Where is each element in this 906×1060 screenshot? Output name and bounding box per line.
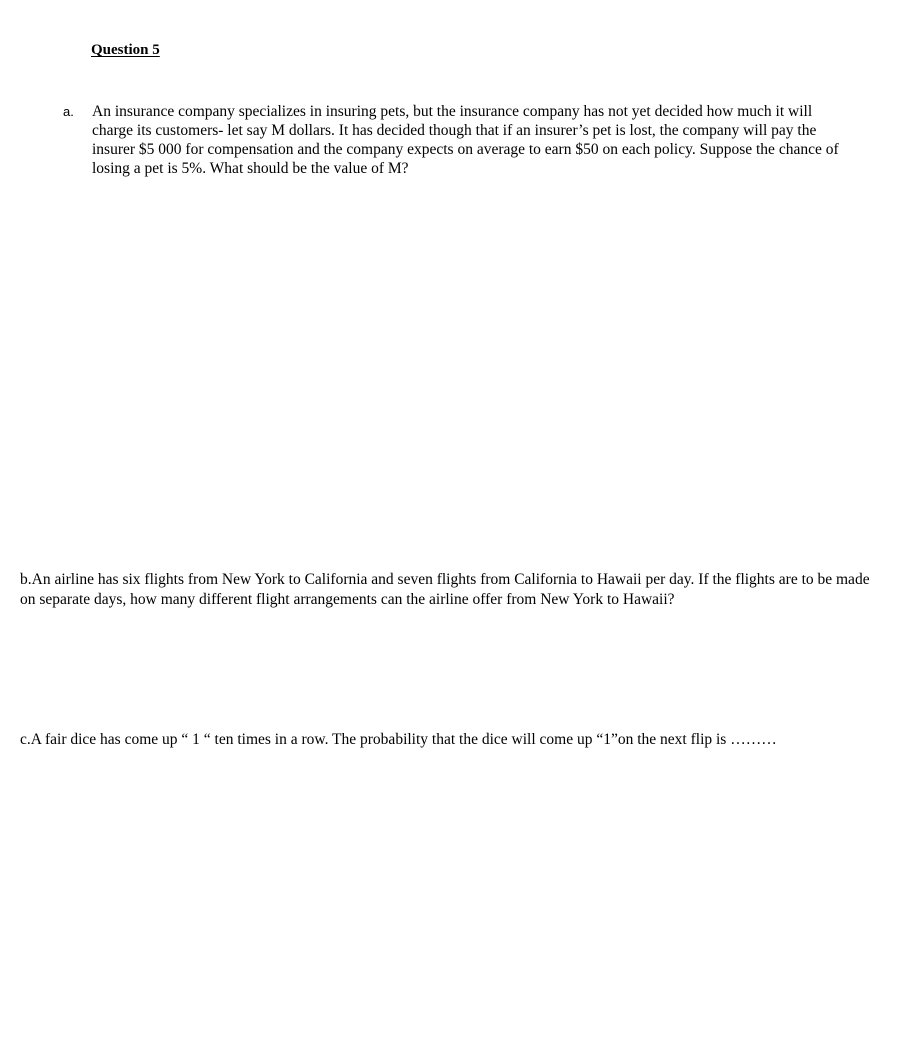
question-part-a — [63, 102, 853, 178]
list-marker-a: a. — [63, 104, 74, 119]
question-heading: Question 5 — [91, 42, 160, 58]
question-part-c: c.A fair dice has come up “ 1 “ ten times in a row. The probability that the dice will come up “1”on the next flip is ……… — [20, 731, 777, 748]
part-a-text: An insurance company specializes in insuring pets, but the insurance company has not yet decided how much it will charge its customers- let say M dollars. It has decided though that if an insurer’s pet is lost, the company will pay the insurer $5 000 for compensation and the company expects on average to earn $50 on each policy. Suppose the chance of losing a pet is 5%. What should be the value of M? — [92, 103, 839, 177]
question-part-b: b.An airline has six flights from New York to California and seven flights from California to Hawaii per day. If the flights are to be made on separate days, how many different flight arrangements can the airline offer from New York to Hawaii? — [20, 571, 870, 608]
